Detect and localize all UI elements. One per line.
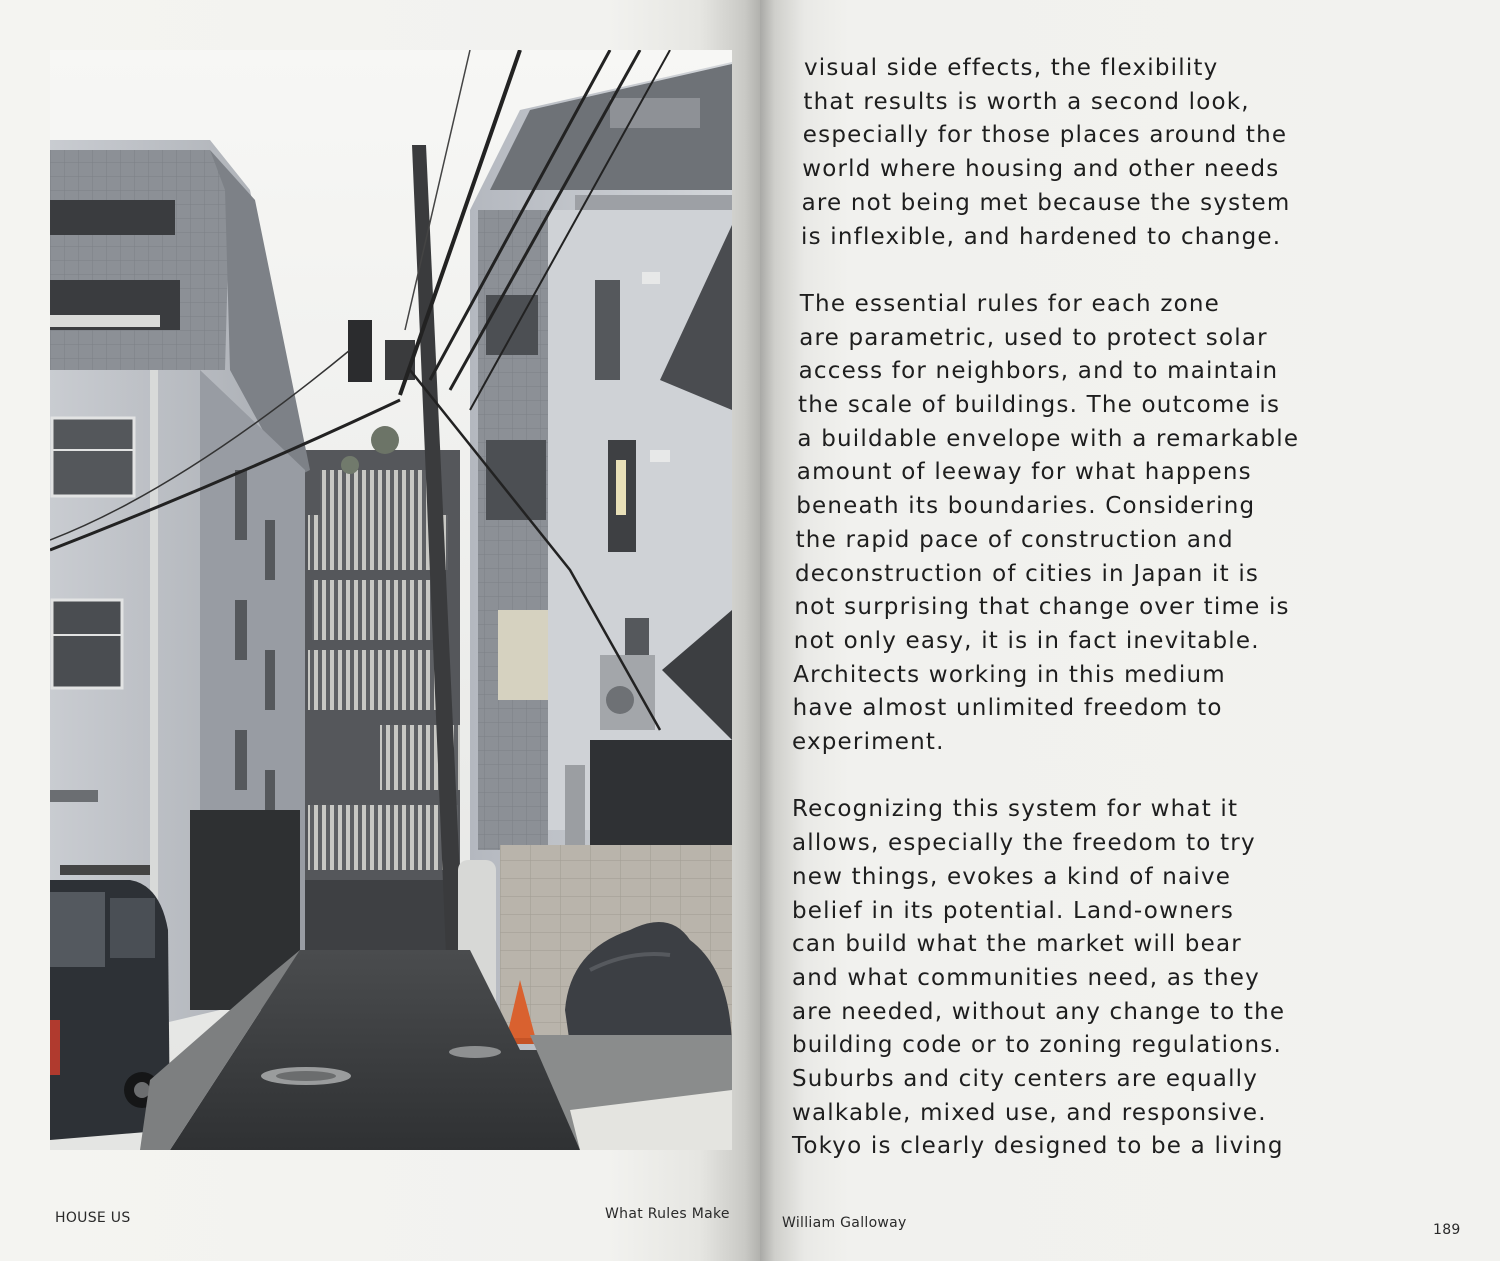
text-line: visual side effects, the flexibility: [804, 55, 1219, 81]
text-line: can build what the market will bear: [792, 931, 1242, 958]
right-page: [760, 0, 1500, 1261]
text-line: the scale of buildings. The outcome is: [798, 392, 1281, 419]
text-line: walkable, mixed use, and responsive.: [792, 1099, 1267, 1126]
text-line: beneath its boundaries. Considering: [796, 493, 1256, 520]
text-line: amount of leeway for what happens: [796, 459, 1252, 486]
text-line: Architects working in this medium: [793, 661, 1226, 688]
text-line: have almost unlimited freedom to: [792, 695, 1223, 722]
paragraph-2: [792, 288, 1322, 760]
text-line: access for neighbors, and to maintain: [798, 358, 1279, 385]
alley-photo: [50, 50, 732, 1150]
paragraph-3: [792, 793, 1322, 1164]
text-line: allows, especially the freedom to try: [792, 830, 1256, 857]
footer-chapter-title: What Rules Make: [605, 1206, 730, 1222]
page-number: 189: [1433, 1222, 1461, 1238]
text-line: belief in its potential. Land-owners: [792, 897, 1235, 924]
text-line: especially for those places around the: [802, 122, 1288, 149]
text-line: The essential rules for each zone: [799, 290, 1220, 317]
text-line: experiment.: [792, 729, 945, 756]
text-line: are parametric, used to protect solar: [799, 324, 1268, 351]
body-text: [792, 52, 1322, 1198]
text-line: building code or to zoning regulations.: [792, 1032, 1282, 1059]
text-line: not surprising that change over time is: [794, 594, 1290, 621]
text-line: that results is worth a second look,: [803, 88, 1250, 115]
text-line: deconstruction of cities in Japan it is: [795, 560, 1260, 587]
text-line: is inflexible, and hardened to change.: [801, 223, 1282, 250]
text-line: the rapid pace of construction and: [795, 526, 1234, 553]
text-line: not only easy, it is in fact inevitable.: [793, 627, 1260, 654]
text-line: world where housing and other needs: [802, 156, 1280, 183]
text-line: are needed, without any change to the: [792, 998, 1286, 1025]
text-line: Tokyo is clearly designed to be a living: [792, 1133, 1284, 1160]
text-line: a buildable envelope with a remarkable: [797, 425, 1300, 452]
text-line: Recognizing this system for what it: [792, 796, 1239, 823]
text-line: new things, evokes a kind of naive: [792, 863, 1232, 890]
footer-book-title: HOUSE US: [55, 1210, 131, 1226]
paragraph-1: [792, 52, 1322, 254]
text-line: and what communities need, as they: [792, 964, 1260, 991]
footer-author: William Galloway: [782, 1215, 907, 1231]
text-line: are not being met because the system: [801, 189, 1291, 216]
text-line: Suburbs and city centers are equally: [792, 1066, 1259, 1093]
